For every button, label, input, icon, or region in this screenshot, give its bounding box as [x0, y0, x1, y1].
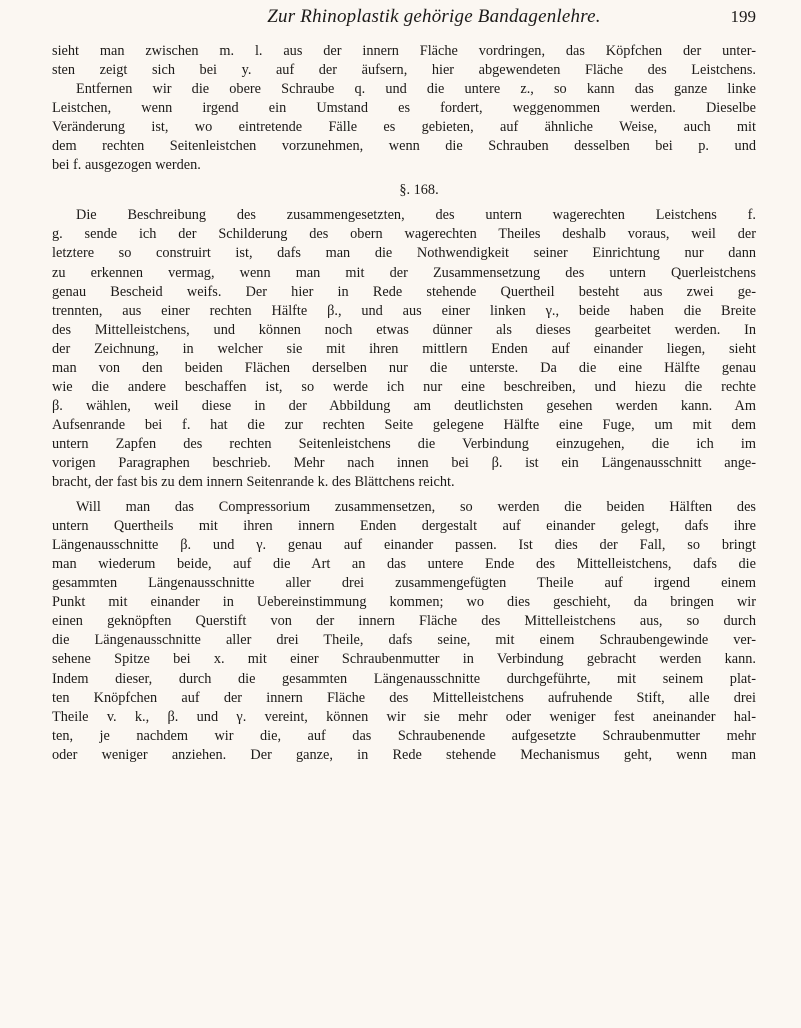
text-line: man von den beiden Flächen derselben nur die unterste. Da die eine Hälfte genau [52, 359, 756, 376]
text-line: Punkt mit einander in Uebereinstimmung kommen; wo dies geschieht, da bringen wir [52, 594, 756, 611]
paragraph-2 [52, 206, 756, 492]
text-line: genau Bescheid weifs. Der hier in Rede stehende Quertheil besteht aus zwei ge- [52, 283, 756, 300]
text-line: trennten, aus einer rechten Hälfte β., und aus einer linken γ., beide haben die Breite [52, 302, 756, 319]
text-line: Veränderung ist, wo eintretende Fälle es gebieten, auf ähnliche Weise, auch mit [52, 119, 756, 136]
body-text [52, 42, 756, 765]
text-line: oder weniger anziehen. Der ganze, in Rede stehende Mechanismus geht, wenn man [52, 746, 756, 763]
text-line: sehene Spitze bei x. mit einer Schraubenmutter in Verbindung gebracht werden kann. [52, 651, 756, 668]
text-line: sten zeigt sich bei y. auf der äufsern, hier abgewendeten Fläche des Leistchens. [52, 62, 756, 79]
text-line: Aufsenrande bei f. hat die zur rechten Seite gelegene Hälfte eine Fuge, um mit dem [52, 416, 756, 433]
text-line: der Zeichnung, in welcher sie mit ihren mittlern Enden auf einander liegen, sieht [52, 340, 756, 357]
text-line: bracht, der fast bis zu dem innern Seitenrande k. des Blättchens reicht. [52, 474, 455, 491]
page-number: 199 [730, 7, 756, 26]
text-line: Theile v. k., β. und γ. vereint, können wir sie mehr oder weniger fest aneinander hal- [52, 708, 756, 725]
text-line: die Längenausschnitte aller drei Theile, dafs seine, mit einem Schraubengewinde ver- [52, 632, 756, 649]
text-line: untern Zapfen des rechten Seitenleistchens die Verbindung einzugehen, die ich im [52, 435, 756, 452]
section-heading: §. 168. [399, 182, 439, 199]
text-line: dem rechten Seitenleistchen vorzunehmen, wenn die Schrauben desselben bei p. und [52, 138, 756, 155]
paragraph-1 [52, 42, 756, 175]
running-head [52, 6, 756, 32]
text-line: Leistchen, wenn irgend ein Umstand es fordert, weggenommen werden. Dieselbe [52, 100, 756, 117]
text-line: sieht man zwischen m. l. aus der innern Fläche vordringen, das Köpfchen der unter- [52, 43, 756, 59]
running-title: Zur Rhinoplastik gehörige Bandagenlehre. [267, 6, 601, 27]
text-line: bei f. ausgezogen werden. [52, 157, 201, 174]
text-line: vorigen Paragraphen beschrieb. Mehr nach innen bei β. ist ein Längenausschnitt ange- [52, 454, 756, 471]
text-line: g. sende ich der Schilderung des obern wagerechten Theiles deshalb voraus, weil der [52, 226, 756, 243]
text-line: ten Knöpfchen auf der innern Fläche des Mittelleistchens aufruhende Stift, alle drei [52, 689, 756, 706]
text-line: zu erkennen vermag, wenn man mit der Zusammensetzung des untern Querleistchens [52, 264, 756, 281]
text-line: Die Beschreibung des zusammengesetzten, des untern wagerechten Leistchens f. [76, 207, 756, 224]
text-line: Entfernen wir die obere Schraube q. und die untere z., so kann das ganze linke [76, 81, 756, 98]
paragraph-3 [52, 498, 756, 765]
text-line: Längenausschnitte β. und γ. genau auf einander passen. Ist dies der Fall, so bringt [52, 537, 756, 554]
text-line: letztere so construirt ist, dafs man die Nothwendigkeit seiner Einrichtung nur dann [52, 245, 756, 262]
text-line: wie die andere beschaffen ist, so werde ich nur eine beschreiben, und hiezu die rechte [52, 378, 756, 395]
text-line: β. wählen, weil diese in der Abbildung am deutlichsten gesehen werden kann. Am [52, 397, 756, 414]
text-line: Indem dieser, durch die gesammten Längenausschnitte durchgeführte, mit seinem plat- [52, 670, 756, 687]
text-line: ten, je nachdem wir die, auf das Schraubenende aufgesetzte Schraubenmutter mehr [52, 727, 756, 744]
text-line: gesammten Längenausschnitte aller drei zusammengefügten Theile auf irgend einem [52, 575, 756, 592]
text-line: man wiederum beide, auf die Art an das untere Ende des Mittelleistchens, dafs die [52, 556, 756, 573]
text-line: einen geknöpften Querstift von der innern Fläche des Mittelleistchens aus, so durch [52, 613, 756, 630]
text-line: Will man das Compressorium zusammensetzen, so werden die beiden Hälften des [76, 499, 756, 516]
text-line: untern Quertheils mit ihren innern Enden dergestalt auf einander gelegt, dafs ihre [52, 518, 756, 535]
text-line: des Mittelleistchens, und können noch etwas dünner als dieses gearbeitet werden. In [52, 321, 756, 338]
